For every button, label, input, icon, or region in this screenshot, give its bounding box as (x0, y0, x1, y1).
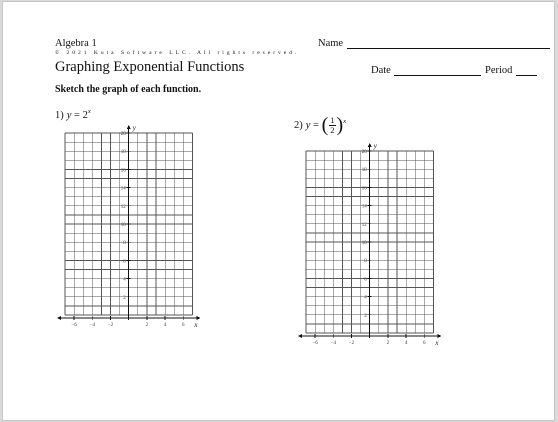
y-tick-label: 20 (361, 150, 367, 155)
y-axis-label: y (132, 124, 136, 132)
x-tick-label: −6 (71, 323, 77, 328)
x-tick-label: 2 (386, 341, 390, 346)
problem-2 (294, 114, 346, 137)
problem-number: 1) (55, 110, 64, 121)
y-tick-label: 18 (361, 168, 367, 174)
y-tick-label: 12 (120, 204, 126, 210)
y-tick-label: 14 (120, 186, 126, 192)
equation-base: 2 (82, 110, 88, 121)
problem-1 (55, 108, 91, 121)
y-tick-label: 14 (361, 204, 367, 210)
date-blank[interactable] (394, 75, 481, 76)
period-label: Period (485, 65, 513, 76)
x-tick-label: −4 (89, 323, 95, 328)
left-paren: ( (321, 114, 329, 136)
x-tick-label: −4 (330, 341, 336, 346)
x-tick-label: 2 (145, 323, 149, 328)
x-axis-label: x (194, 321, 198, 329)
y-tick-label: 2 (364, 313, 367, 319)
x-axis-label: x (435, 339, 439, 347)
y-tick-label: 10 (361, 241, 367, 246)
x-tick-label: −2 (348, 341, 355, 346)
y-tick-label: 4 (364, 295, 367, 301)
x-tick-label: 6 (423, 341, 426, 346)
name-label: Name (318, 38, 344, 49)
x-tick-label: 4 (404, 341, 408, 346)
y-tick-label: 6 (123, 259, 126, 265)
x-tick-label: 4 (163, 323, 167, 328)
equation-lhs: y (66, 110, 72, 121)
equals-sign: = (310, 119, 322, 131)
copyright-notice: © 2021 Kuta Software LLC. All rights reserved. (55, 50, 300, 56)
x-tick-label: 6 (182, 323, 185, 328)
date-label: Date (371, 65, 391, 76)
period-blank[interactable] (516, 75, 537, 76)
y-axis-label: y (373, 142, 377, 150)
fraction-denominator: 2 (330, 125, 335, 135)
y-tick-label: 10 (120, 223, 126, 228)
y-tick-label: 2 (123, 295, 126, 301)
course-name: Algebra 1 (55, 38, 97, 49)
instructions: Sketch the graph of each function. (55, 84, 202, 95)
equation-exponent: x (343, 117, 347, 125)
right-paren: ) (336, 114, 344, 136)
name-blank[interactable] (347, 48, 550, 49)
fraction-numerator: 1 (330, 115, 335, 125)
y-tick-label: 8 (123, 241, 126, 247)
y-tick-label: 4 (123, 277, 126, 283)
equation-lhs: y (305, 119, 311, 131)
equation-exponent: x (87, 108, 91, 115)
y-tick-label: 12 (361, 222, 367, 228)
y-tick-label: 16 (361, 186, 367, 192)
y-tick-label: 8 (364, 259, 367, 265)
y-tick-label: 18 (120, 150, 126, 156)
equals-sign: = (71, 110, 83, 121)
worksheet-page (2, 1, 555, 421)
fraction-base (329, 116, 335, 135)
x-tick-label: −2 (107, 323, 114, 328)
worksheet-title: Graphing Exponential Functions (55, 59, 245, 75)
x-tick-label: −6 (312, 341, 318, 346)
y-tick-label: 6 (364, 277, 367, 283)
y-tick-label: 16 (120, 168, 126, 174)
problem-number: 2) (294, 119, 303, 131)
y-tick-label: 20 (120, 132, 126, 137)
